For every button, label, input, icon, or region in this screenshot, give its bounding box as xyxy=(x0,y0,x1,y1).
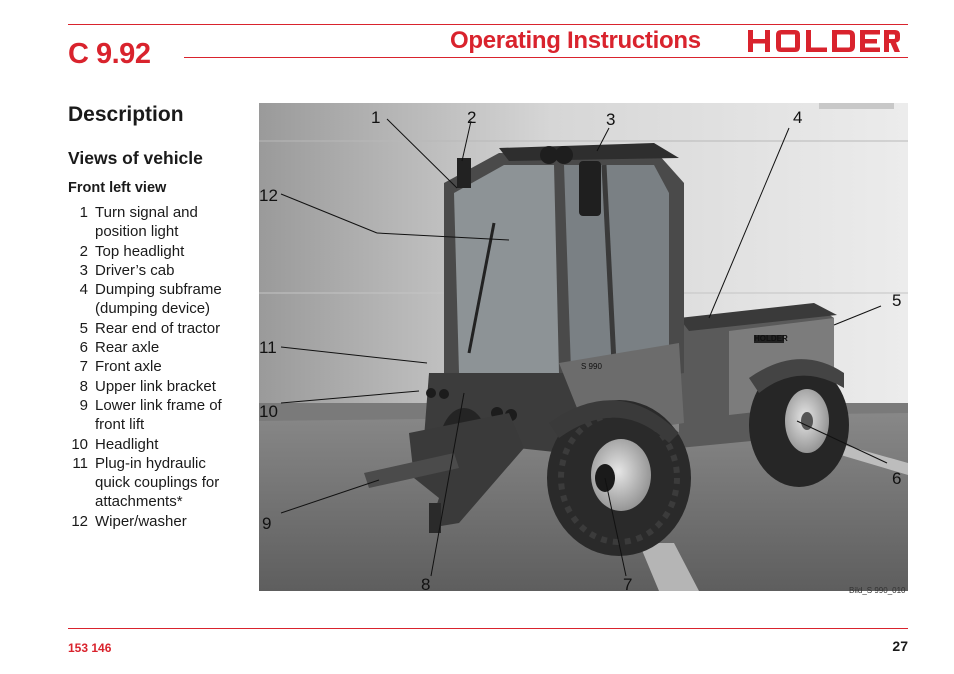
legend-item xyxy=(68,435,248,454)
legend-number: 4 xyxy=(79,281,88,299)
callout-3: 3 xyxy=(606,110,616,129)
callout-11: 11 xyxy=(259,338,277,357)
body-badge: S 990 xyxy=(581,362,602,371)
legend-item xyxy=(68,242,248,261)
legend-number: 3 xyxy=(79,261,88,279)
callout-7: 7 xyxy=(623,575,633,594)
callout-12: 12 xyxy=(259,186,278,205)
header-top-rule xyxy=(68,24,908,25)
legend-text: Driver’s cab xyxy=(95,261,175,279)
legend-text: Rear end of tractor xyxy=(95,319,221,337)
legend-text: Lower link frame of front lift xyxy=(95,396,222,434)
legend-number: 7 xyxy=(79,358,88,376)
legend-item xyxy=(68,261,248,280)
legend-text: Dumping subframe (dumping device) xyxy=(95,281,222,318)
parts-legend xyxy=(68,203,248,531)
subsection-title: Views of vehicle xyxy=(68,148,203,168)
legend-text: Plug-in hydraulic quick couplings for attachments* xyxy=(95,454,220,511)
legend-text: Front axle xyxy=(95,358,162,376)
header-bottom-rule xyxy=(184,57,908,58)
header-title: Operating Instructions xyxy=(450,27,701,54)
legend-number: 6 xyxy=(79,339,88,357)
legend-item xyxy=(68,319,248,338)
legend-text: Headlight xyxy=(95,435,159,453)
page-number: 27 xyxy=(892,638,908,654)
hood-badge: HOLDER xyxy=(754,334,788,343)
callout-10: 10 xyxy=(259,402,278,421)
legend-item xyxy=(68,454,248,512)
legend-item xyxy=(68,280,248,319)
view-title: Front left view xyxy=(68,180,167,196)
legend-item xyxy=(68,512,248,531)
legend-number: 2 xyxy=(79,242,88,260)
legend-number: 12 xyxy=(71,512,88,530)
legend-item xyxy=(68,396,248,435)
document-number: 153 146 xyxy=(68,641,112,655)
legend-text: Upper link bracket xyxy=(95,377,216,395)
legend-item xyxy=(68,357,248,376)
legend-number: 9 xyxy=(79,396,88,414)
legend-number: 5 xyxy=(79,319,88,337)
legend-number: 8 xyxy=(79,377,88,395)
brand-logo xyxy=(748,30,900,52)
legend-number: 11 xyxy=(72,454,88,472)
callout-4: 4 xyxy=(793,108,803,127)
section-title: Description xyxy=(68,103,184,126)
callout-8: 8 xyxy=(421,575,431,594)
callout-5: 5 xyxy=(892,291,902,310)
footer-rule xyxy=(68,628,908,629)
photo-credit: Bild_S 990_010 xyxy=(849,586,906,595)
legend-number: 1 xyxy=(79,204,88,221)
legend-text: Turn signal and position light xyxy=(95,204,198,241)
callout-2: 2 xyxy=(467,108,477,127)
legend-item xyxy=(68,338,248,357)
model-number: C 9.92 xyxy=(68,38,151,70)
vehicle-photo xyxy=(259,103,908,591)
callout-6: 6 xyxy=(892,469,902,488)
legend-item xyxy=(68,203,248,242)
callout-9: 9 xyxy=(262,514,272,533)
legend-item xyxy=(68,377,248,396)
legend-text: Rear axle xyxy=(95,339,160,357)
callout-1: 1 xyxy=(371,108,381,127)
legend-text: Wiper/washer xyxy=(95,512,187,530)
legend-text: Top headlight xyxy=(95,242,185,260)
legend-number: 10 xyxy=(71,435,88,453)
